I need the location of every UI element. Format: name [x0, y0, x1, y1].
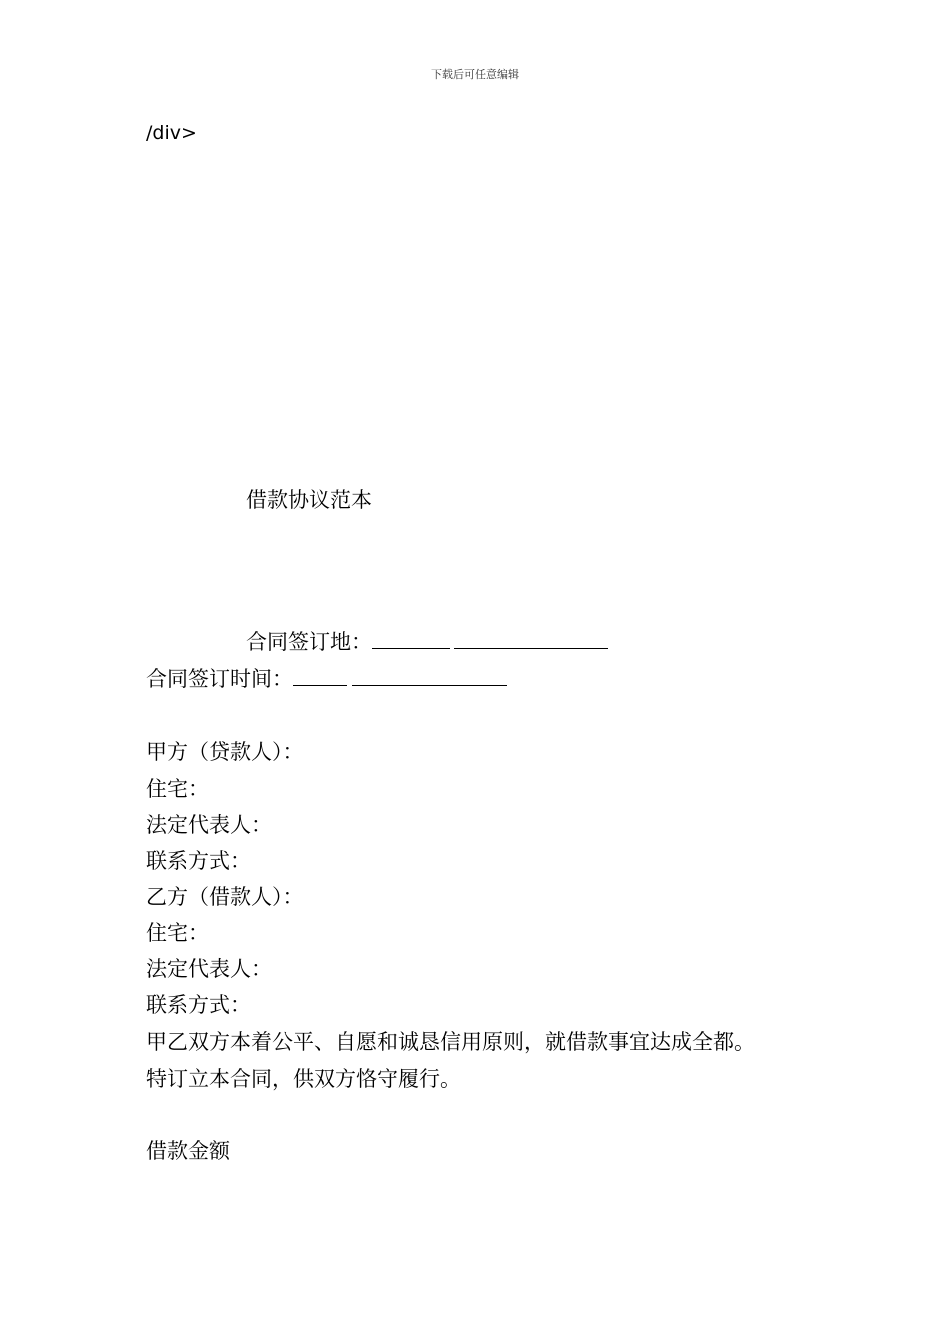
party-a-address: 住宅：	[146, 777, 209, 801]
signing-place-label: 合同签订地：	[246, 630, 372, 654]
section-loan-amount: 借款金额	[146, 1139, 230, 1163]
preamble-line-1: 甲乙双方本着公平、自愿和诚恳信用原则，就借款事宜达成全都。	[146, 1030, 755, 1054]
stray-markup-text: /div>	[146, 122, 197, 144]
party-a-legal-rep: 法定代表人：	[146, 813, 272, 837]
signing-place-blank-2	[454, 628, 608, 649]
party-a-label: 甲方（贷款人）：	[146, 740, 304, 764]
signing-time-blank-1	[293, 665, 347, 686]
party-a-contact: 联系方式：	[146, 849, 251, 873]
header-note: 下载后可任意编辑	[431, 68, 519, 81]
party-b-legal-rep: 法定代表人：	[146, 957, 272, 981]
signing-time-label: 合同签订时间：	[146, 667, 293, 691]
signing-place-blank-1	[372, 628, 450, 649]
signing-time-line	[146, 665, 507, 693]
document-title: 借款协议范本	[246, 488, 372, 512]
party-b-address: 住宅：	[146, 921, 209, 945]
preamble-line-2: 特订立本合同，供双方恪守履行。	[146, 1067, 461, 1091]
party-b-contact: 联系方式：	[146, 993, 251, 1017]
signing-time-blank-2	[352, 665, 507, 686]
signing-place-line	[246, 628, 608, 656]
party-b-label: 乙方（借款人）：	[146, 885, 304, 909]
